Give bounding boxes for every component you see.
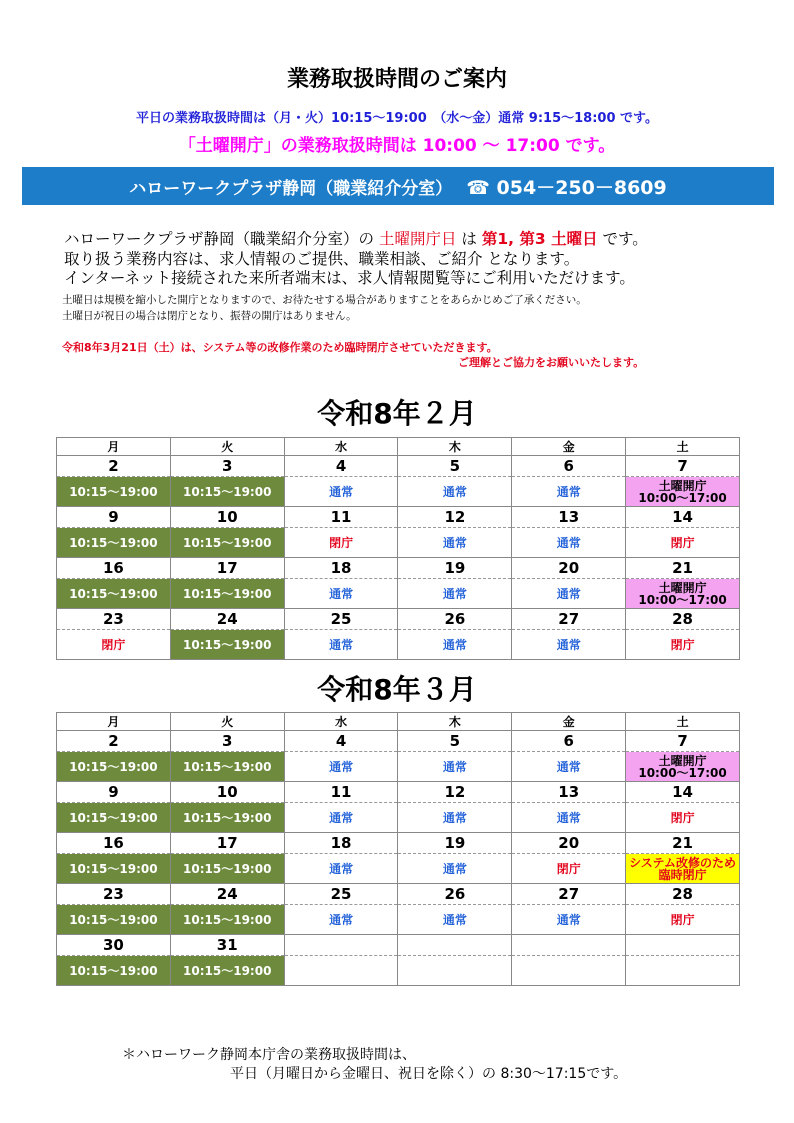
date-cell: 17 — [170, 558, 284, 579]
status-closed: 閉庁 — [57, 630, 171, 660]
saturday-open-hours: 10:00～17:00 — [638, 765, 727, 780]
date-cell: 11 — [284, 507, 398, 528]
status-row — [57, 803, 740, 833]
weekday-header: 月 — [57, 713, 171, 731]
date-cell: 20 — [512, 558, 626, 579]
status-open-hours: 10:15～19:00 — [170, 905, 284, 935]
status-normal: 通常 — [284, 630, 398, 660]
weekday-header: 木 — [398, 438, 512, 456]
saturday-hours-text: 「土曜開庁」の業務取扱時間は 10:00 ～ 17:00 です。 — [178, 136, 616, 156]
saturday-open-hours: 10:00～17:00 — [638, 490, 727, 505]
date-cell: 25 — [284, 884, 398, 905]
calendar-feb — [56, 437, 740, 660]
status-normal: 通常 — [284, 477, 398, 507]
status-normal: 通常 — [284, 905, 398, 935]
notice-line-2: ご理解とご協力をお願いいたします。 — [458, 356, 645, 369]
date-row — [57, 935, 740, 956]
status-system-closed — [626, 854, 740, 884]
status-saturday-open — [626, 477, 740, 507]
month-title-mar: 令和8年３月 — [317, 673, 477, 706]
office-banner — [22, 167, 774, 205]
weekday-header: 木 — [398, 713, 512, 731]
date-row — [57, 507, 740, 528]
date-cell: 25 — [284, 609, 398, 630]
saturday-open-label: 土曜開庁 — [658, 478, 707, 493]
date-cell: 3 — [170, 456, 284, 477]
status-normal: 通常 — [512, 752, 626, 782]
date-cell: 17 — [170, 833, 284, 854]
date-cell — [512, 935, 626, 956]
date-cell: 26 — [398, 609, 512, 630]
date-cell: 4 — [284, 456, 398, 477]
note-line-2: 土曜日が祝日の場合は閉庁となり、振替の開庁はありません。 — [62, 310, 357, 322]
saturday-open-label: 土曜開庁 — [658, 580, 707, 595]
status-normal: 通常 — [398, 528, 512, 558]
status-saturday-open — [626, 579, 740, 609]
empty-cell — [626, 956, 740, 986]
weekday-hours-text: 平日の業務取扱時間は（月・火）10:15～19:00 （水～金）通常 9:15～18:00 です。 — [136, 111, 658, 126]
status-saturday-open — [626, 752, 740, 782]
date-cell — [284, 935, 398, 956]
intro-text: です。 — [597, 230, 648, 248]
status-normal: 通常 — [398, 803, 512, 833]
date-cell: 23 — [57, 884, 171, 905]
date-cell: 21 — [626, 558, 740, 579]
weekday-header: 月 — [57, 438, 171, 456]
date-cell: 10 — [170, 507, 284, 528]
status-open-hours: 10:15～19:00 — [170, 752, 284, 782]
system-closed-label: システム改修のため — [629, 855, 736, 870]
date-cell: 3 — [170, 731, 284, 752]
date-cell: 16 — [57, 558, 171, 579]
status-open-hours: 10:15～19:00 — [57, 905, 171, 935]
month-title-feb: 令和8年２月 — [317, 397, 477, 430]
date-row — [57, 609, 740, 630]
date-row — [57, 884, 740, 905]
date-cell: 11 — [284, 782, 398, 803]
date-row — [57, 731, 740, 752]
status-row — [57, 579, 740, 609]
intro-text: は — [456, 230, 482, 248]
status-row — [57, 956, 740, 986]
weekday-header: 土 — [626, 438, 740, 456]
date-row — [57, 782, 740, 803]
date-cell: 24 — [170, 609, 284, 630]
status-open-hours: 10:15～19:00 — [170, 956, 284, 986]
saturday-open-label: 土曜開庁 — [658, 753, 707, 768]
date-cell: 31 — [170, 935, 284, 956]
date-cell: 14 — [626, 782, 740, 803]
date-cell: 20 — [512, 833, 626, 854]
date-cell: 28 — [626, 884, 740, 905]
status-closed: 閉庁 — [626, 528, 740, 558]
status-open-hours: 10:15～19:00 — [170, 630, 284, 660]
status-open-hours: 10:15～19:00 — [57, 579, 171, 609]
date-cell: 23 — [57, 609, 171, 630]
date-cell: 18 — [284, 558, 398, 579]
date-cell: 6 — [512, 456, 626, 477]
status-row — [57, 905, 740, 935]
page-title: 業務取扱時間のご案内 — [286, 67, 507, 92]
date-cell — [626, 935, 740, 956]
status-open-hours: 10:15～19:00 — [57, 477, 171, 507]
date-cell: 27 — [512, 609, 626, 630]
date-cell: 5 — [398, 456, 512, 477]
status-row — [57, 854, 740, 884]
footer-line-1: ＊ハローワーク静岡本庁舎の業務取扱時間は、 — [122, 1047, 416, 1063]
date-cell: 24 — [170, 884, 284, 905]
weekday-header: 金 — [512, 438, 626, 456]
calendar-mar — [56, 712, 740, 986]
status-open-hours: 10:15～19:00 — [57, 854, 171, 884]
status-normal: 通常 — [398, 905, 512, 935]
status-open-hours: 10:15～19:00 — [170, 477, 284, 507]
empty-cell — [512, 956, 626, 986]
intro-line-2: 取り扱う業務内容は、求人情報のご提供、職業相談、ご紹介 となります。 — [64, 250, 580, 268]
status-normal: 通常 — [512, 630, 626, 660]
saturday-open-label: 土曜開庁日 — [378, 230, 457, 248]
status-open-hours: 10:15～19:00 — [57, 528, 171, 558]
status-open-hours: 10:15～19:00 — [170, 528, 284, 558]
status-normal: 通常 — [512, 905, 626, 935]
status-normal: 通常 — [398, 752, 512, 782]
date-cell: 18 — [284, 833, 398, 854]
date-cell: 6 — [512, 731, 626, 752]
date-cell: 14 — [626, 507, 740, 528]
date-cell: 10 — [170, 782, 284, 803]
date-cell: 2 — [57, 456, 171, 477]
status-normal: 通常 — [398, 579, 512, 609]
phone-number[interactable]: ☎ 054－250－8609 — [466, 176, 667, 199]
date-cell: 7 — [626, 731, 740, 752]
empty-cell — [398, 956, 512, 986]
weekday-header-row — [57, 438, 740, 456]
date-cell: 4 — [284, 731, 398, 752]
date-cell — [398, 935, 512, 956]
status-row — [57, 477, 740, 507]
system-closed-label: 臨時閉庁 — [658, 867, 707, 882]
note-line-1: 土曜日は規模を縮小した開庁となりますので、お待たせする場合がありますことをあらかじめご了承ください。 — [62, 294, 587, 306]
date-cell: 7 — [626, 456, 740, 477]
date-row — [57, 456, 740, 477]
date-cell: 2 — [57, 731, 171, 752]
date-cell: 12 — [398, 507, 512, 528]
saturday-weeks-label: 第1, 第3 土曜日 — [481, 230, 598, 248]
status-normal: 通常 — [398, 477, 512, 507]
status-open-hours: 10:15～19:00 — [57, 752, 171, 782]
weekday-header: 土 — [626, 713, 740, 731]
status-open-hours: 10:15～19:00 — [57, 956, 171, 986]
date-row — [57, 558, 740, 579]
date-cell: 13 — [512, 782, 626, 803]
date-cell: 12 — [398, 782, 512, 803]
status-normal: 通常 — [284, 803, 398, 833]
office-name: ハローワークプラザ静岡（職業紹介分室） — [129, 178, 453, 199]
status-open-hours: 10:15～19:00 — [57, 803, 171, 833]
status-normal: 通常 — [512, 477, 626, 507]
status-row — [57, 752, 740, 782]
status-normal: 通常 — [284, 854, 398, 884]
status-normal: 通常 — [398, 630, 512, 660]
status-open-hours: 10:15～19:00 — [170, 854, 284, 884]
intro-line-3: インターネット接続された来所者端末は、求人情報閲覧等にご利用いただけます。 — [64, 269, 635, 287]
intro-line-1 — [64, 227, 648, 249]
date-cell: 16 — [57, 833, 171, 854]
date-cell: 21 — [626, 833, 740, 854]
status-normal: 通常 — [398, 854, 512, 884]
date-cell: 9 — [57, 782, 171, 803]
status-closed: 閉庁 — [626, 905, 740, 935]
status-open-hours: 10:15～19:00 — [170, 579, 284, 609]
empty-cell — [284, 956, 398, 986]
date-row — [57, 833, 740, 854]
weekday-header: 水 — [284, 438, 398, 456]
status-open-hours: 10:15～19:00 — [170, 803, 284, 833]
date-cell: 30 — [57, 935, 171, 956]
status-normal: 通常 — [512, 579, 626, 609]
date-cell: 9 — [57, 507, 171, 528]
weekday-header: 水 — [284, 713, 398, 731]
date-cell: 19 — [398, 558, 512, 579]
date-cell: 26 — [398, 884, 512, 905]
saturday-open-hours: 10:00～17:00 — [638, 592, 727, 607]
intro-text: ハローワークプラザ静岡（職業紹介分室）の — [64, 230, 379, 248]
date-cell: 19 — [398, 833, 512, 854]
date-cell: 28 — [626, 609, 740, 630]
footer-line-2: 平日（月曜日から金曜日、祝日を除く）の 8:30～17:15です。 — [230, 1066, 628, 1082]
status-row — [57, 528, 740, 558]
status-normal: 通常 — [512, 528, 626, 558]
status-closed: 閉庁 — [512, 854, 626, 884]
status-closed: 閉庁 — [284, 528, 398, 558]
weekday-header: 火 — [170, 438, 284, 456]
weekday-header-row — [57, 713, 740, 731]
date-cell: 13 — [512, 507, 626, 528]
date-cell: 5 — [398, 731, 512, 752]
weekday-header: 金 — [512, 713, 626, 731]
status-normal: 通常 — [512, 803, 626, 833]
weekday-header: 火 — [170, 713, 284, 731]
status-normal: 通常 — [284, 752, 398, 782]
status-closed: 閉庁 — [626, 630, 740, 660]
status-row — [57, 630, 740, 660]
status-normal: 通常 — [284, 579, 398, 609]
status-closed: 閉庁 — [626, 803, 740, 833]
notice-line-1: 令和8年3月21日（土）は、システム等の改修作業のため臨時閉庁させていただきます。 — [62, 341, 498, 354]
date-cell: 27 — [512, 884, 626, 905]
